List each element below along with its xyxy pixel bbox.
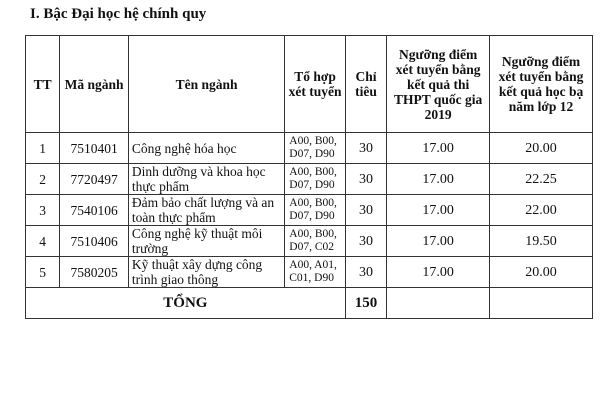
total-row (26, 288, 593, 319)
cell-ten-nganh: Dinh dưỡng và khoa học thực phẩm (128, 164, 284, 195)
cell-diem-hoc-ba: 19.50 (490, 226, 593, 257)
cell-chi-tieu: 30 (345, 164, 386, 195)
table-header-row (26, 36, 593, 133)
table-row (26, 226, 593, 257)
header-diem-hoc-ba: Ngưỡng điểm xét tuyển bằng kết quả học bạ năm lớp 12 (490, 36, 593, 133)
cell-diem-thpt: 17.00 (387, 257, 490, 288)
cell-to-hop: A00, A01, C01, D90 (285, 257, 346, 288)
table-row (26, 133, 593, 164)
cell-ten-nganh: Đảm bảo chất lượng và an toàn thực phẩm (128, 195, 284, 226)
cell-ma-nganh: 7510406 (60, 226, 129, 257)
cell-ma-nganh: 7580205 (60, 257, 129, 288)
cell-ten-nganh: Công nghệ kỹ thuật môi trường (128, 226, 284, 257)
header-tt: TT (26, 36, 60, 133)
header-ten-nganh: Tên ngành (128, 36, 284, 133)
cell-ten-nganh: Kỹ thuật xây dựng công trình giao thông (128, 257, 284, 288)
header-ma-nganh: Mã ngành (60, 36, 129, 133)
cell-to-hop: A00, B00, D07, D90 (285, 164, 346, 195)
cell-to-hop: A00, B00, D07, D90 (285, 133, 346, 164)
cell-chi-tieu: 30 (345, 195, 386, 226)
cell-tt: 4 (26, 226, 60, 257)
cell-chi-tieu: 30 (345, 226, 386, 257)
total-label: TỔNG (26, 288, 346, 319)
cell-diem-thpt: 17.00 (387, 195, 490, 226)
cell-diem-thpt: 17.00 (387, 133, 490, 164)
cell-ma-nganh: 7510401 (60, 133, 129, 164)
cell-diem-thpt: 17.00 (387, 226, 490, 257)
cell-diem-hoc-ba: 22.25 (490, 164, 593, 195)
header-chi-tieu: Chỉ tiêu (345, 36, 386, 133)
cell-to-hop: A00, B00, D07, D90 (285, 195, 346, 226)
cell-diem-thpt: 17.00 (387, 164, 490, 195)
header-to-hop: Tổ hợp xét tuyển (285, 36, 346, 133)
admission-table (25, 35, 593, 319)
cell-diem-hoc-ba: 20.00 (490, 257, 593, 288)
table-row (26, 195, 593, 226)
cell-chi-tieu: 30 (345, 257, 386, 288)
cell-ten-nganh: Công nghệ hóa học (128, 133, 284, 164)
cell-ma-nganh: 7720497 (60, 164, 129, 195)
table-row (26, 257, 593, 288)
total-empty-hoc-ba (490, 288, 593, 319)
total-empty-thpt (387, 288, 490, 319)
header-diem-thpt: Ngưỡng điểm xét tuyển bằng kết quả thi THPT quốc gia 2019 (387, 36, 490, 133)
cell-chi-tieu: 30 (345, 133, 386, 164)
cell-tt: 3 (26, 195, 60, 226)
cell-tt: 1 (26, 133, 60, 164)
table-row (26, 164, 593, 195)
total-chi-tieu: 150 (345, 288, 386, 319)
cell-tt: 2 (26, 164, 60, 195)
section-title: I. Bậc Đại học hệ chính quy (30, 6, 207, 22)
cell-tt: 5 (26, 257, 60, 288)
cell-to-hop: A00, B00, D07, C02 (285, 226, 346, 257)
cell-diem-hoc-ba: 22.00 (490, 195, 593, 226)
cell-ma-nganh: 7540106 (60, 195, 129, 226)
cell-diem-hoc-ba: 20.00 (490, 133, 593, 164)
